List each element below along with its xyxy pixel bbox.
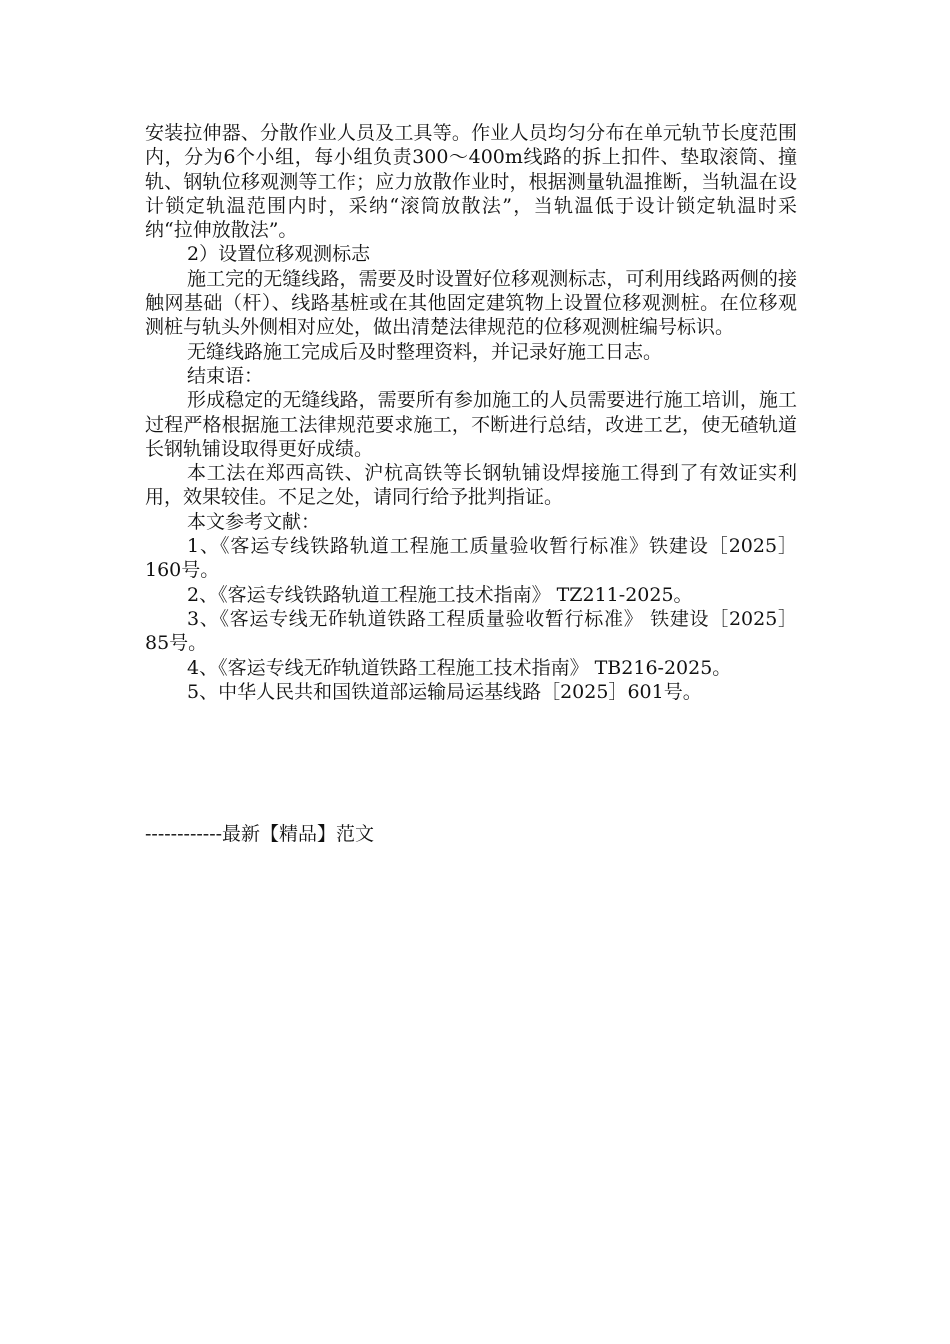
heading-displacement-markers: 2）设置位移观测标志	[187, 243, 371, 266]
paragraph-conclusion: 形成稳定的无缝线路，需要所有参加施工的人员需要进行施工培训，施工过程严格根据施工法律规范要求施工，不断进行总结，改进工艺，使无碴轨道长钢轨铺设取得更好成绩。	[145, 389, 797, 460]
paragraph-displacement-markers: 施工完的无缝线路，需要及时设置好位移观测标志，可利用线路两侧的接触网基础（杆）、线路基桩或在其他固定建筑物上设置位移观测桩。在位移观测桩与轨头外侧相对应处，做出清楚法律规范的位移观测桩编号标识。	[145, 267, 797, 339]
reference-item-4: 4、《客运专线无砟轨道铁路工程施工技术指南》 TB216-2025。	[187, 656, 732, 679]
reference-item-3: 3、《客运专线无砟轨道铁路工程质量验收暂行标准》 铁建设［2025］85号。	[145, 607, 797, 655]
document-body	[145, 121, 797, 704]
paragraph-application: 本工法在郑西高铁、沪杭高铁等长钢轨铺设焊接施工得到了有效证实利用，效果较佳。不足之处，请同行给予批判指证。	[145, 462, 797, 509]
heading-references: 本文参考文献：	[187, 510, 321, 533]
paragraph-rail-stress-release: 安装拉伸器、分散作业人员及工具等。作业人员均匀分布在单元轨节长度范围内，分为6个小组，每小组负责300～400m线路的拆上扣件、垫取滚筒、撞轨、钢轨位移观测等工作；应力放散作业时，根据测量轨温推断，当轨温在设计锁定轨温范围内时，采纳“滚筒放散法”，当轨温低于设计锁定轨温时采纳“拉伸放散法”。	[145, 122, 797, 242]
reference-item-2: 2、《客运专线铁路轨道工程施工技术指南》 TZ211-2025。	[187, 583, 693, 606]
heading-conclusion: 结束语：	[187, 364, 264, 387]
footer-text: ------------最新【精品】范文	[145, 823, 375, 845]
reference-item-5: 5、中华人民共和国铁道部运输局运基线路［2025］601号。	[187, 680, 702, 703]
reference-item-1: 1、《客运专线铁路轨道工程施工质量验收暂行标准》铁建设［2025］160号。	[145, 535, 797, 582]
paragraph-construction-records: 无缝线路施工完成后及时整理资料，并记录好施工日志。	[187, 340, 663, 363]
